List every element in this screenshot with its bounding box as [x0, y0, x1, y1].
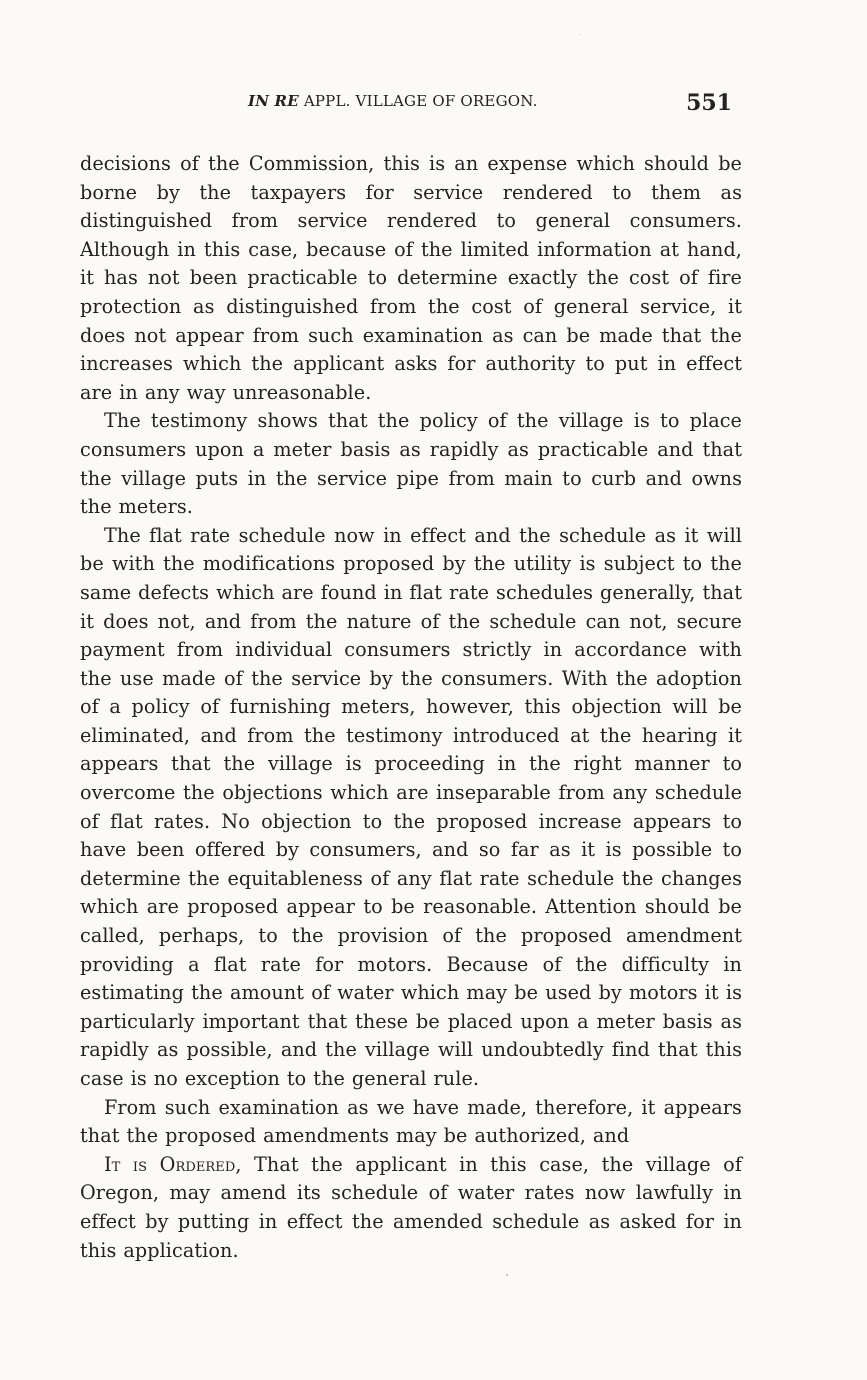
paragraph-4: From such examination as we have made, therefore, it appears that the proposed amendments may be authorized, and	[80, 1095, 742, 1148]
paper-speck	[580, 34, 581, 35]
page-number: 551	[686, 90, 732, 116]
running-title	[248, 92, 538, 110]
title-rest: APPL. VILLAGE OF OREGON.	[298, 92, 538, 110]
order-lead: It is Ordered	[104, 1152, 236, 1176]
paragraph-2: The testimony shows that the policy of the village is to place consumers upon a meter basis as rapidly as practicable and that the village puts in the service pipe from main to curb and owns the meters.	[80, 409, 742, 519]
paragraph-1: decisions of the Commission, this is an expense which should be borne by the taxpayers for service rendered to them as distinguished from service rendered to general consumers. Although in this case, because of the limited information at hand, it has not been practicable to determine exactly the cost of fire protection as distinguished from the cost of general service, it does not appear from such examination as can be made that the increases which the applicant asks for authority to put in effect are in any way unreasonable.	[80, 152, 742, 404]
running-header	[80, 92, 740, 122]
paper-speck	[506, 1274, 508, 1276]
main-text	[80, 150, 742, 1265]
order-text: , That the applicant in this case, the village of Oregon, may amend its schedule of water rates now lawfully in effect by putting in effect the amended schedule as asked for in this application.	[80, 1152, 742, 1262]
paragraph-5	[80, 1151, 742, 1265]
title-prefix: IN RE	[248, 92, 299, 110]
paragraph-3: The flat rate schedule now in effect and the schedule as it will be with the modifications proposed by the utility is subject to the same defects which are found in flat rate schedules generally, that it does not, and from the nature of the schedule can not, secure payment from individual consumers strictly in accordance with the use made of the service by the consumers. With the adoption of a policy of furnishing meters, however, this objection will be eliminated, and from the testimony introduced at the hearing it appears that the village is proceeding in the right manner to overcome the objections which are inseparable from any schedule of flat rates. No objection to the proposed increase appears to have been offered by consumers, and so far as it is possible to determine the equitableness of any flat rate schedule the changes which are proposed appear to be reasonable. Attention should be called, perhaps, to the provision of the proposed amendment providing a flat rate for motors. Because of the difficulty in estimating the amount of water which may be used by motors it is particularly important that these be placed upon a meter basis as rapidly as possible, and the village will undoubtedly find that this case is no exception to the general rule.	[80, 523, 742, 1090]
